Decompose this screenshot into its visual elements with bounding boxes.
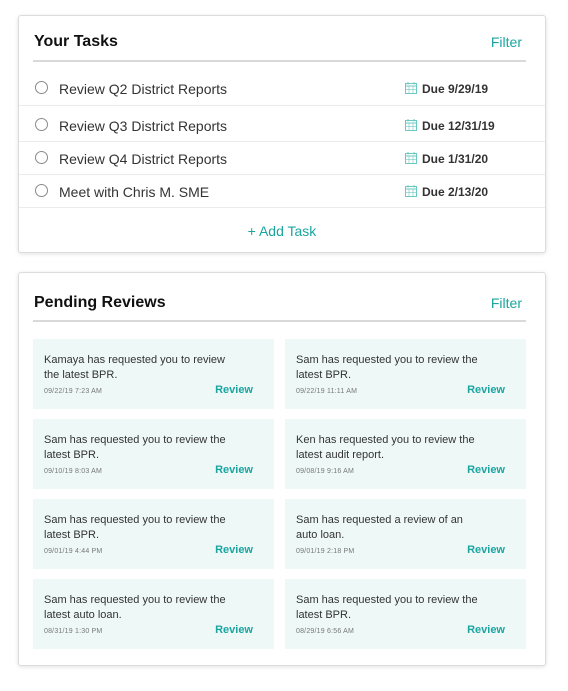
task-name: Meet with Chris M. SME — [59, 184, 210, 200]
review-message: Sam has requested you to review the latest auto loan. — [44, 594, 226, 621]
task-due-date: Due 9/29/19 — [422, 82, 489, 96]
review-card — [33, 339, 274, 409]
radio-circle-icon[interactable] — [35, 184, 48, 197]
tasks-header — [33, 16, 526, 62]
radio-circle-icon[interactable] — [35, 151, 48, 164]
review-timestamp: 09/01/19 2:18 PM — [296, 548, 355, 555]
calendar-icon — [405, 152, 417, 164]
calendar-icon — [405, 119, 417, 131]
reviews-header — [33, 273, 526, 322]
tasks-card — [18, 15, 546, 253]
task-name: Review Q4 District Reports — [59, 151, 228, 167]
task-row — [19, 142, 545, 175]
review-card — [33, 419, 274, 489]
reviews-filter-link[interactable]: Filter — [490, 295, 522, 311]
add-task-button[interactable]: + Add Task — [247, 223, 317, 239]
task-row — [19, 73, 545, 106]
review-message: Sam has requested you to review the latest BPR. — [296, 354, 478, 381]
review-button[interactable]: Review — [467, 624, 505, 636]
review-card — [33, 579, 274, 649]
review-message: Ken has requested you to review the latest audit report. — [296, 434, 475, 461]
review-message: Sam has requested you to review the latest BPR. — [296, 594, 478, 621]
review-message: Kamaya has requested you to review the latest BPR. — [44, 354, 225, 381]
radio-circle-icon[interactable] — [35, 118, 48, 131]
reviews-title: Pending Reviews — [34, 294, 166, 311]
review-message: Sam has requested a review of an auto loan. — [296, 514, 463, 541]
review-card — [285, 419, 526, 489]
review-timestamp: 09/22/19 7:23 AM — [44, 388, 103, 395]
task-name: Review Q2 District Reports — [59, 81, 228, 97]
review-button[interactable]: Review — [215, 624, 253, 636]
review-button[interactable]: Review — [467, 384, 505, 396]
task-row — [19, 175, 545, 208]
review-timestamp: 09/22/19 11:11 AM — [296, 388, 358, 395]
review-card — [33, 499, 274, 569]
review-button[interactable]: Review — [215, 544, 253, 556]
review-grid — [33, 339, 526, 649]
review-timestamp: 08/29/19 6:56 AM — [296, 628, 355, 635]
task-list — [19, 73, 545, 208]
review-button[interactable]: Review — [467, 464, 505, 476]
review-timestamp: 09/01/19 4:44 PM — [44, 548, 103, 555]
review-button[interactable]: Review — [467, 544, 505, 556]
reviews-card — [18, 272, 546, 666]
task-name: Review Q3 District Reports — [59, 118, 228, 134]
review-card — [285, 579, 526, 649]
calendar-icon — [405, 185, 417, 197]
review-card — [285, 499, 526, 569]
review-timestamp: 09/08/19 9:16 AM — [296, 468, 355, 475]
calendar-icon — [405, 82, 417, 94]
task-row — [19, 106, 545, 142]
review-message: Sam has requested you to review the latest BPR. — [44, 514, 226, 541]
radio-circle-icon[interactable] — [35, 81, 48, 94]
review-card — [285, 339, 526, 409]
review-button[interactable]: Review — [215, 384, 253, 396]
tasks-filter-link[interactable]: Filter — [490, 34, 522, 50]
task-due-date: Due 12/31/19 — [422, 119, 495, 133]
review-message: Sam has requested you to review the latest BPR. — [44, 434, 226, 461]
review-button[interactable]: Review — [215, 464, 253, 476]
task-due-date: Due 2/13/20 — [422, 185, 489, 199]
task-due-date: Due 1/31/20 — [422, 152, 489, 166]
review-timestamp: 08/31/19 1:30 PM — [44, 628, 103, 635]
tasks-title: Your Tasks — [34, 33, 118, 50]
review-timestamp: 09/10/19 8:03 AM — [44, 468, 103, 475]
